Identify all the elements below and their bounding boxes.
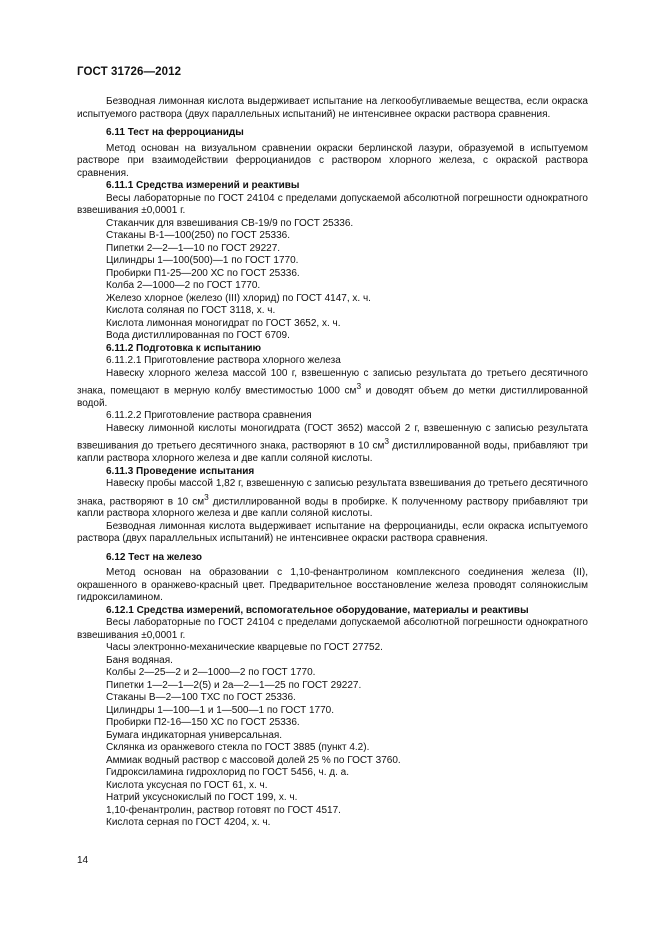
list-item: Цилиндры 1—100—1 и 1—500—1 по ГОСТ 1770. [106,704,335,716]
paragraph: Метод основан на визуальном сравнении окраски берлинской лазури, образуемой в испытуемом растворе при взаимодействии ферроцианидов с раствором хлорного железа, с окраской раствора сравнения. [77,142,588,179]
list-item: Гидроксиламина гидрохлорид по ГОСТ 5456, ч. д. а. [106,767,350,779]
paragraph: Метод основан на образовании с 1,10-фенантролином комплексного соединения железа (II), окрашенного в оранжево-красный цвет. Предварительное восстановление железа проводят солянокислым гидроксиламином. [77,567,588,604]
text: дистиллированной воды, прибавляют три капли раствора хлорного железа и две капли соляной кислоты. [77,440,589,465]
clause-heading-6-11-2-2: 6.11.2.2 Приготовление раствора сравнения [106,410,312,422]
list-item: Колба 2—1000—2 по ГОСТ 1770. [106,280,261,291]
list-item: Кислота серная по ГОСТ 4204, х. ч. [106,817,271,829]
text: Навеску пробы массой 1,82 г, взвешенную с записью результата взвешивания до третьего десятичного знака, растворяют в 10 см [77,478,588,507]
list-item: 1,10-фенантролин, раствор готовят по ГОСТ 4517. [106,804,341,816]
subsection-heading-6-11-3: 6.11.3 Проведение испытания [106,465,255,477]
clause-heading-6-11-2-1: 6.11.2.1 Приготовление раствора хлорного железа [106,355,341,366]
list-item: Натрий уксуснокислый по ГОСТ 199, х. ч. [106,792,298,804]
list-item: Вода дистиллированная по ГОСТ 6709. [106,330,290,341]
section-heading-6-12: 6.12 Тест на железо [106,551,203,563]
subsection-heading-6-11-1: 6.11.1 Средства измерений и реактивы [106,180,300,191]
list-item: Стаканчик для взвешивания СВ-19/9 по ГОСТ 25336. [106,217,354,229]
paragraph [77,478,588,521]
list-item: Кислота лимонная моногидрат по ГОСТ 3652, х. ч. [106,317,341,329]
text: Навеску лимонной кислоты моногидрата (ГОСТ 3652) массой 2 г, взвешенную с записью результата взвешивания до третьего десятичного знака, растворяют в 10 см [77,422,588,452]
superscript: 3 [356,381,362,391]
list-item: Весы лабораторные по ГОСТ 24104 с пределами допускаемой абсолютной погрешности однократного взвешивания ±0,0001 г. [77,192,588,216]
list-item: Пробирки П1-25—200 ХС по ГОСТ 25336. [106,267,300,279]
list-item: Стаканы В-1—100(250) по ГОСТ 25336. [106,230,291,241]
document-header: ГОСТ 31726—2012 [77,66,182,78]
paragraph: Безводная лимонная кислота выдерживает испытание на ферроцианиды, если окраска испытуемого раствора (двух параллельных испытаний) не интенсивнее окраски раствора сравнения. [77,520,588,545]
text: Навеску хлорного железа массой 100 г, взвешенную с записью результата до третьего десятичного знака, помещают в мерную колбу вместимостью 1000 см [77,367,588,397]
list-item: Стаканы В—2—100 ТХС по ГОСТ 25336. [106,692,296,704]
list-item: Баня водяная. [106,654,173,666]
superscript: 3 [384,436,389,447]
superscript: 3 [204,491,209,502]
section-heading-6-11: 6.11 Тест на ферроцианиды [106,127,244,138]
subsection-heading-6-11-2: 6.11.2 Подготовка к испытанию [106,342,262,354]
list-item: Железо хлорное (железо (III) хлорид) по ГОСТ 4147, х. ч. [106,292,371,304]
page-number: 14 [77,855,89,866]
text: дистиллированной воды в пробирке. К полученному раствору прибавляют три капли раствора хлорного железа и две капли соляной кислоты. [77,495,589,520]
document-body [77,96,588,830]
paragraph [77,368,588,411]
subsection-heading-6-12-1: 6.12.1 Средства измерений, вспомогательное оборудование, материалы и реактивы [106,604,529,616]
list-item: Пипетки 1—2—1—2(5) и 2а—2—1—25 по ГОСТ 29227. [106,679,362,691]
list-item: Кислота уксусная по ГОСТ 61, х. ч. [106,779,268,791]
list-item: Склянка из оранжевого стекла по ГОСТ 3885 (пункт 4.2). [106,742,370,754]
list-item: Колбы 2—25—2 и 2—1000—2 по ГОСТ 1770. [106,667,316,679]
paragraph: Безводная лимонная кислота выдерживает испытание на легкообугливаемые вещества, если окраска испытуемого раствора (двух параллельных испытаний) не интенсивнее окраски раствора сравнения. [77,96,588,120]
list-item: Пипетки 2—2—1—10 по ГОСТ 29227. [106,242,281,254]
paragraph [77,423,588,466]
list-item: Бумага индикаторная универсальная. [106,729,283,741]
list-item: Весы лабораторные по ГОСТ 24104 с пределами допускаемой абсолютной погрешности однократного взвешивания ±0,0001 г. [77,617,588,641]
list-item: Часы электронно-механические кварцевые по ГОСТ 27752. [106,642,383,654]
list-item: Кислота соляная по ГОСТ 3118, х. ч. [106,305,276,316]
list-item: Цилиндры 1—100(500)—1 по ГОСТ 1770. [106,255,299,266]
list-item: Пробирки П2-16—150 ХС по ГОСТ 25336. [106,717,300,729]
list-item: Аммиак водный раствор с массовой долей 25 % по ГОСТ 3760. [106,754,401,766]
text: и доводят объем до метки дистиллированной водой. [77,385,588,409]
